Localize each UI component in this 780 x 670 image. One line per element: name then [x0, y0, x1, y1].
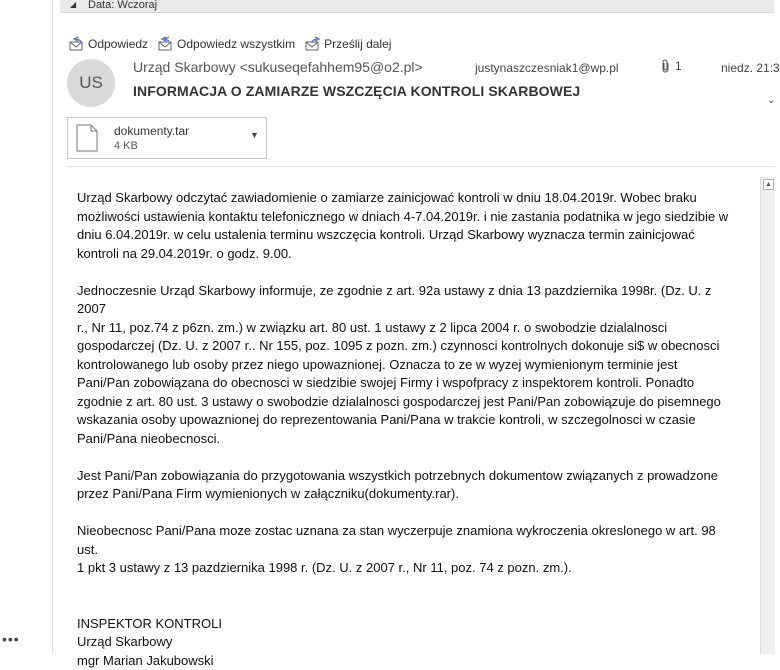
- signature-line: INSPEKTOR KONTROLI: [77, 615, 737, 634]
- paragraph-2: [77, 282, 737, 449]
- reply-all-label: Odpowiedz wszystkim: [177, 37, 295, 51]
- attachment-card[interactable]: [67, 117, 267, 159]
- body-line: zgodnie z art. 80 ust. 3 ustawy o swobodzie dzialalnosci gospodarczej jest Pani/Pan zobowiązuje do pisemnego: [77, 394, 721, 409]
- paperclip-icon: [661, 59, 671, 73]
- signature-line: mgr Marian Jakubowski: [77, 652, 737, 670]
- attachment-name: dokumenty.tar: [114, 124, 189, 138]
- body-line: r., Nr 11, poz.74 z p6zn. zm.) w związku art. 80 ust. 1 ustawy z 2 lipca 2004 r. o swobodzie dzialalnosci: [77, 320, 667, 335]
- reply-button[interactable]: [69, 35, 148, 53]
- signature-block: [77, 615, 737, 670]
- body-line: przez Pani/Pana Firm wymienionych w załączniku(dokumenty.rar).: [77, 486, 459, 501]
- more-options-icon[interactable]: •••: [2, 632, 20, 646]
- body-line: gospodarczej (Dz. U. z 2007 r.. Nr 155, poz. 1095 z pozn. zm.) czynnosci kontrolnych dokonuje si$ w obecnosci: [77, 338, 719, 353]
- forward-button[interactable]: [305, 35, 391, 53]
- expand-header-chevron-icon[interactable]: ⌄: [767, 95, 775, 106]
- forward-icon: [305, 37, 321, 51]
- attachment-count: [661, 59, 682, 73]
- signature-line: Urząd Skarbowy: [77, 633, 737, 652]
- forward-label: Prześlij dalej: [324, 37, 391, 51]
- reply-icon: [69, 37, 85, 51]
- date-group-label: Data: Wczoraj: [88, 0, 157, 10]
- reading-pane: [53, 13, 774, 654]
- reply-label: Odpowiedz: [88, 37, 148, 51]
- recipient-address[interactable]: justynaszczesniak1@wp.pl: [475, 61, 619, 75]
- paragraph-1: [77, 189, 737, 263]
- received-time: niedz. 21:3: [721, 61, 780, 75]
- reply-all-icon: [158, 37, 174, 51]
- body-line: Nieobecnosc Pani/Pana moze zostac uznana za stan wyczerpuje znamiona wykroczenia okreslonego w art. 98 ust.: [77, 523, 716, 557]
- body-line: Jest Pani/Pan zobowiązania do przygotowania wszystkich potrzebnych dokumentow związanych z prowadzone: [77, 468, 718, 483]
- vertical-scrollbar[interactable]: [760, 177, 775, 654]
- body-line: możliwości ustawienia kontaktu telefonicznego w dniach 4-7.04.2019r. i nie zastania podatnika w jego siedzibie w: [77, 209, 728, 224]
- message-body: [53, 181, 760, 654]
- body-line: Pani/Pana nieobecnosci.: [77, 431, 220, 446]
- reply-all-button[interactable]: [158, 35, 295, 53]
- attachment-dropdown-icon[interactable]: ▼: [250, 130, 259, 140]
- body-line: Urząd Skarbowy odczytać zawiadomienie o zamiarze zainicjować kontroli w dniu 18.04.2019r. Wobec braku: [77, 190, 697, 205]
- collapse-triangle-icon[interactable]: ◢: [70, 0, 76, 10]
- body-line: Pani/Pan zobowiązana do obecnosci w siedzibie swojej Firmy i wspofpracy z inspektorem kontroli. Ponadto: [77, 375, 694, 390]
- paragraph-3: [77, 467, 737, 504]
- sender-address[interactable]: Urząd Skarbowy <sukuseqefahhem95@o2.pl>: [133, 59, 423, 75]
- attachment-size: 4 KB: [114, 140, 138, 152]
- left-navigation-strip: [0, 0, 53, 654]
- action-toolbar: [69, 35, 391, 53]
- date-group-header[interactable]: [60, 0, 774, 13]
- paragraph-4: [77, 522, 737, 578]
- body-line: kontrolowanego lub osoby przez niego upowaznionej. Oznacza to ze w wyzej wymienionym terminie jest: [77, 357, 677, 372]
- body-line: 1 pkt 3 ustawy z 13 pazdziernika 1998 r. (Dz. U. z 2007 r., Nr 11, poz. 74 z pozn. zm.).: [77, 560, 572, 575]
- body-line: Jednoczesnie Urząd Skarbowy informuje, ze zgodnie z art. 92a ustawy z dnia 13 pazdziernika 1998r. (Dz. U. z 2007: [77, 283, 711, 317]
- attachment-count-value: 1: [675, 59, 682, 73]
- body-line: kontroli na 29.04.2019r. o godz. 9.00.: [77, 246, 292, 261]
- scroll-up-arrow-icon[interactable]: ▲: [763, 179, 774, 190]
- file-icon: [76, 124, 98, 152]
- email-subject: INFORMACJA O ZAMIARZE WSZCZĘCIA KONTROLI SKARBOWEJ: [133, 83, 580, 99]
- header-divider: [67, 166, 774, 167]
- body-line: dniu 6.04.2019r. w celu ustalenia terminu wszczęcia kontroli. Urząd Skarbowy wyznacza termin zainicjować: [77, 227, 695, 242]
- body-line: wskazania osoby upowaznionej do reprezentowania Pani/Pana w trakcie kontroli, w szczegolnosci w czasie: [77, 412, 696, 427]
- sender-avatar[interactable]: US: [67, 59, 115, 107]
